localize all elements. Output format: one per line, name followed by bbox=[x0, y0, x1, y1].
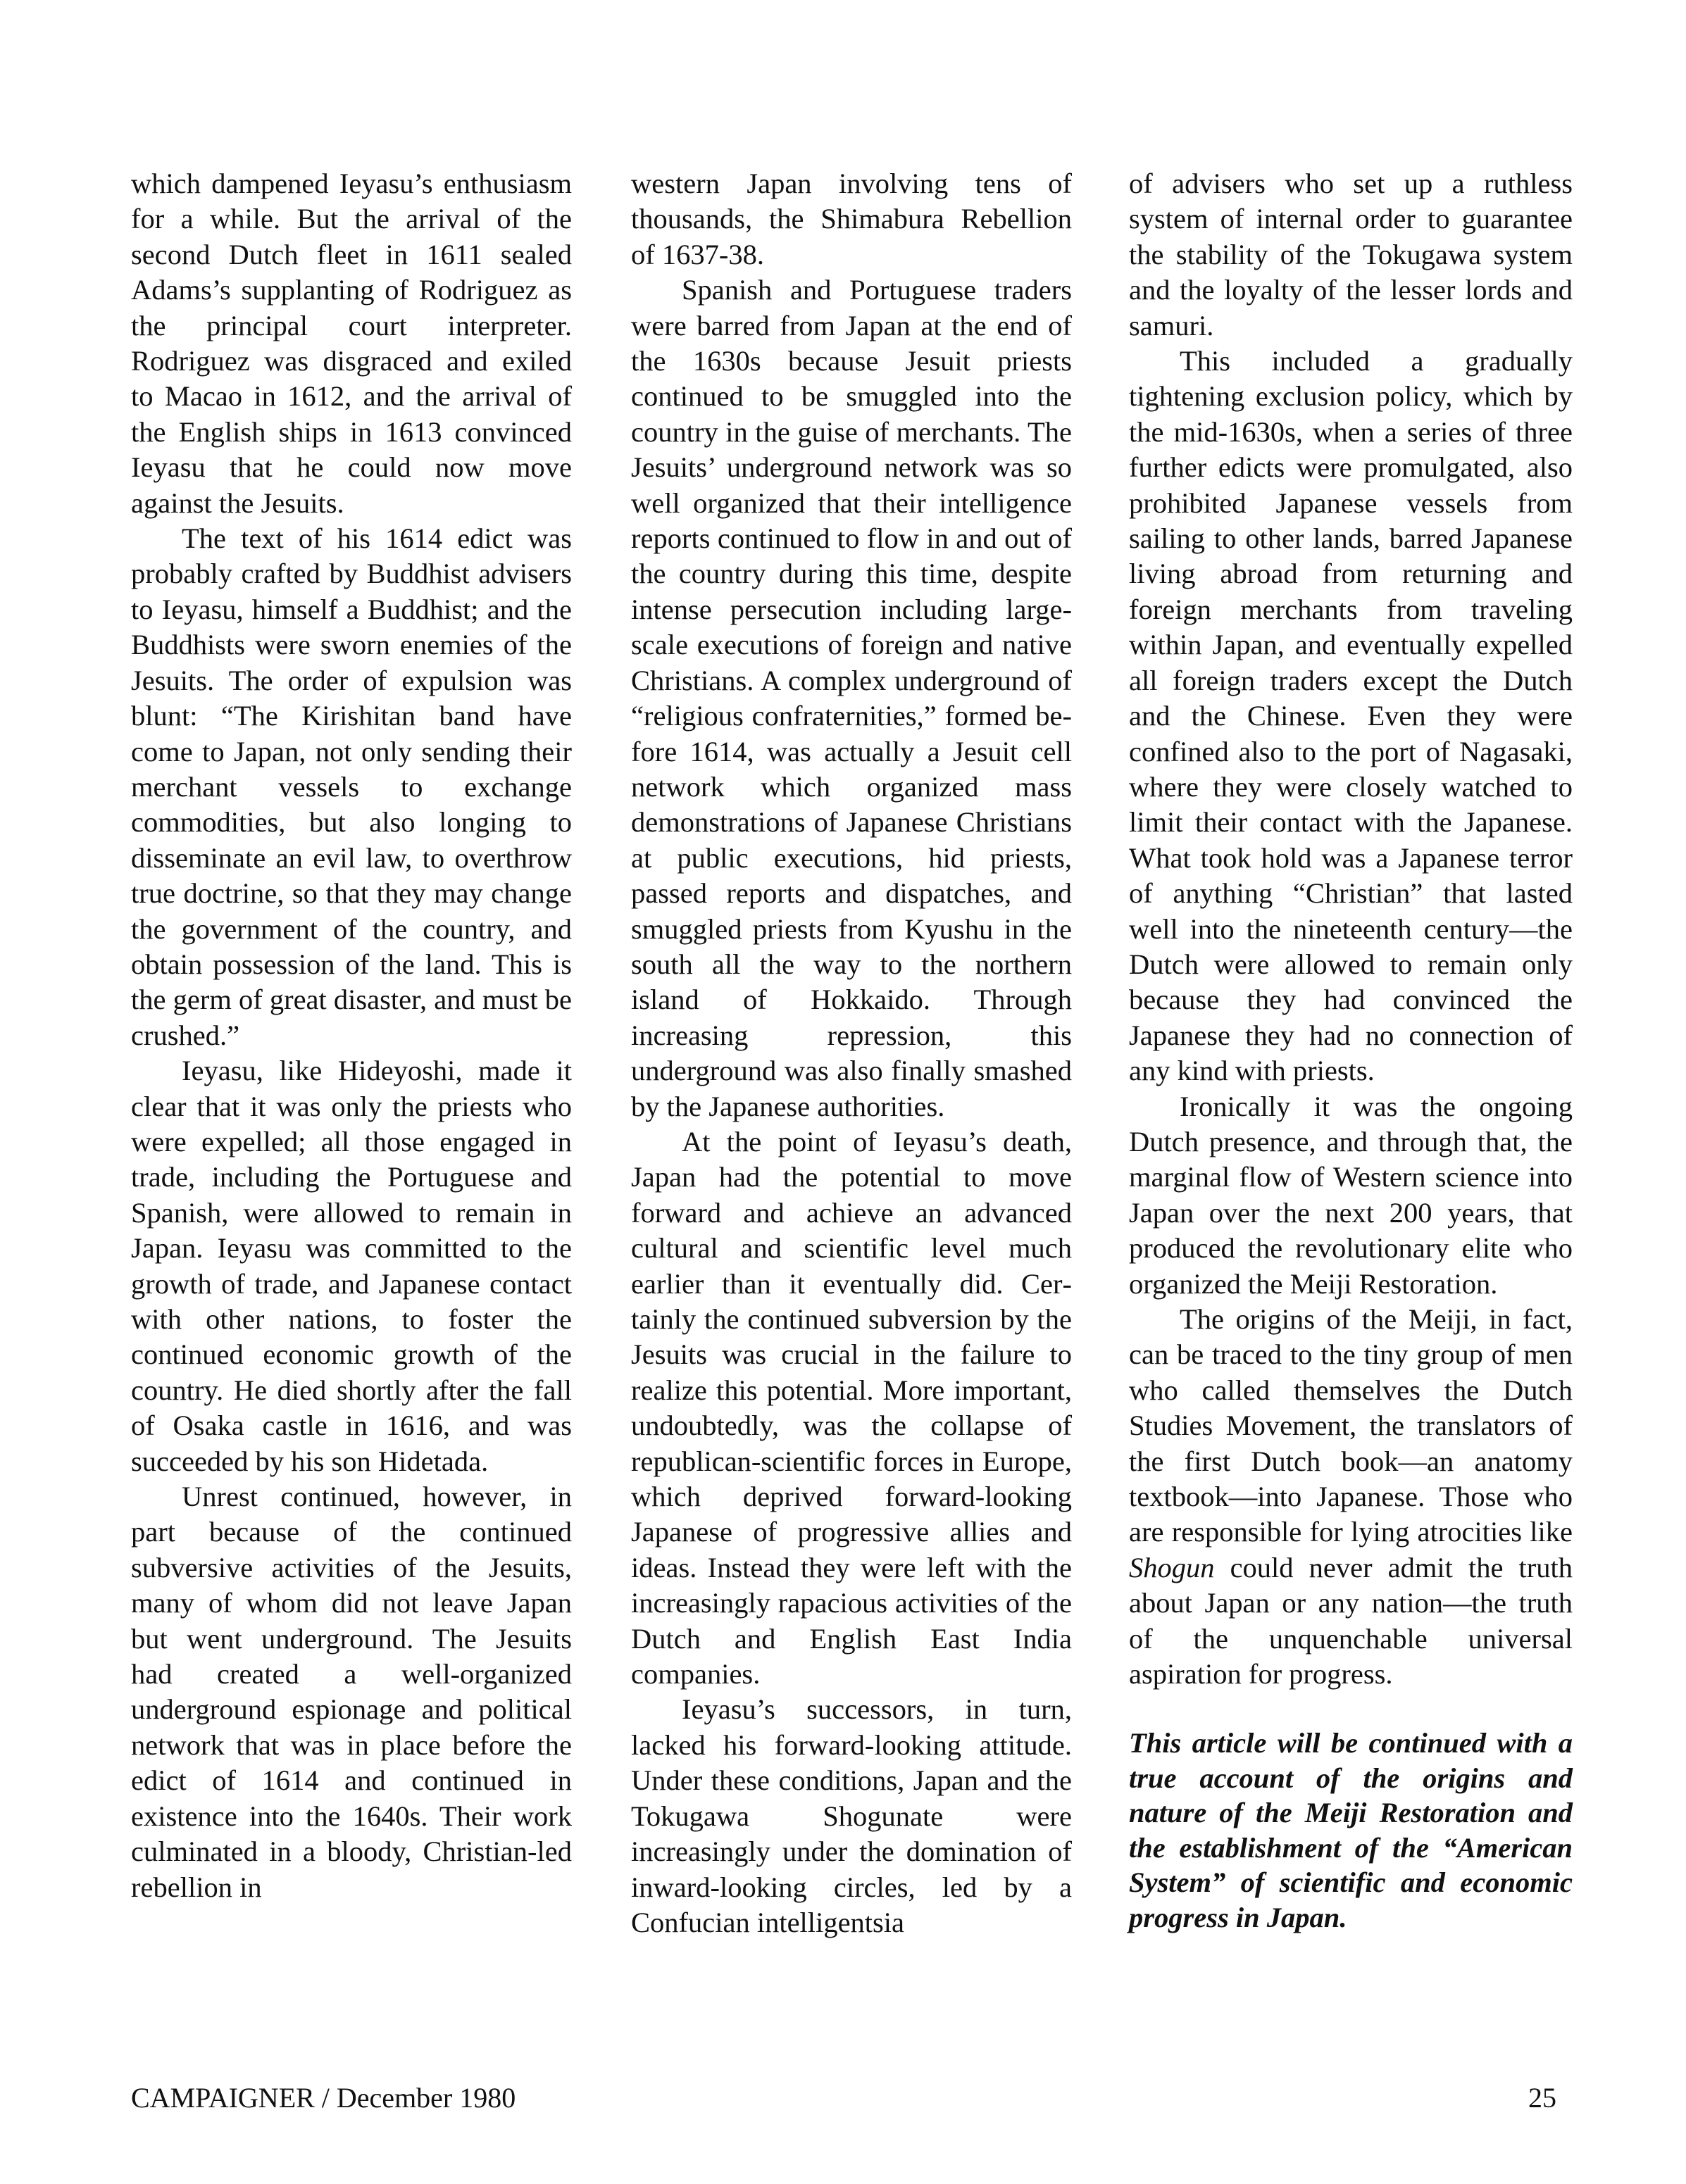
book-title: Shogun bbox=[1129, 1551, 1215, 1583]
paragraph: The origins of the Meiji, in fact, can be traced to the tiny group of men who called themselves the Dutch Studies Movement, the translators of the first Dutch book—an anatomy textbook—into Japanese. Those who are responsible for lying atrocities like Shogun could never admit the truth about Japan or any nation—the truth of the unquenchable universal aspiration for progress. bbox=[1129, 1303, 1573, 1690]
page-number: 25 bbox=[1528, 2082, 1556, 2114]
paragraph: Ieyasu’s successors, in turn, lacked his forward-looking attitude. Under these conditions, Japan and the Tokugawa Shogunate were increasingly under the domination of inward-looking circles, led by a Confucian intelligentsia bbox=[631, 1693, 1072, 1938]
article-column-2 bbox=[631, 166, 1072, 1940]
article-column-1 bbox=[131, 166, 572, 1905]
paragraph: Spanish and Portuguese traders were barred from Japan at the end of the 1630s because Jesuit priests continued to be smuggled into the country in the guise of merchants. The Jesuits’ underground network was so well organized that their intelligence reports continued to flow in and out of the country during this time, despite intense persecution including large-scale executions of foreign and native Christians. A complex underground of “religious confraternities,” formed before 1614, was actually a Jesuit cell network which organized mass demonstrations of Japanese Christians at public executions, hid priests, passed reports and dispatches, and smuggled priests from Kyushu in the south all the way to the northern island of Hokkaido. Through increasing repression, this underground was also finally smashed by the Japanese authorities. bbox=[631, 274, 1072, 1122]
continuation-note: This article will be continued with a true account of the origins and nature of the Meiji Restoration and the establishment of the “American System” of scientific and economic progress in Japan. bbox=[1129, 1727, 1573, 1933]
article-column-3 bbox=[1129, 166, 1573, 1935]
paragraph: of advisers who set up a ruthless system of internal order to guarantee the stability of the Tokugawa system and the loyalty of the lesser lords and samuri. bbox=[1129, 168, 1573, 341]
paragraph: At the point of Ieyasu’s death, Japan had the potential to move forward and achieve an advanced cultural and scientific level much earlier than it eventually did. Certainly the continued subversion by the Jesuits was crucial in the failure to realize this potential. More important, undoubtedly, was the collapse of republican-scientific forces in Europe, which deprived forward-looking Japanese of progressive allies and ideas. Instead they were left with the increasingly rapacious activities of the Dutch and English East India companies. bbox=[631, 1125, 1072, 1690]
paragraph: Ironically it was the ongoing Dutch presence, and through that, the marginal flow of Western science into Japan over the next 200 years, that produced the revolutionary elite who organized the Meiji Restoration. bbox=[1129, 1090, 1573, 1300]
paragraph: The text of his 1614 edict was probably crafted by Buddhist advisers to Ieyasu, himself a Buddhist; and the Buddhists were sworn enemies of the Jesuits. The order of expulsion was blunt: “The Kirishitan band have come to Japan, not only sending their merchant vessels to exchange commodities, but also longing to disseminate an evil law, to overthrow true doctrine, so that they may change the government of the country, and obtain possession of the land. This is the germ of great disaster, and must be crushed.” bbox=[131, 522, 572, 1051]
paragraph: Unrest continued, however, in part because of the continued subversive activities of the Jesuits, many of whom did not leave Japan but went underground. The Jesuits had created a well-organized underground espionage and political network that was in place before the edict of 1614 and continued in existence into the 1640s. Their work culminated in a bloody, Christian-led rebellion in bbox=[131, 1481, 572, 1903]
paragraph: Ieyasu, like Hideyoshi, made it clear that it was only the priests who were expelled; all those engaged in trade, including the Portuguese and Spanish, were allowed to remain in Japan. Ieyasu was committed to the growth of trade, and Japanese contact with other nations, to foster the continued economic growth of the country. He died shortly after the fall of Osaka castle in 1616, and was succeeded by his son Hidetada. bbox=[131, 1055, 572, 1477]
paragraph: which dampened Ieyasu’s enthusiasm for a while. But the arrival of the second Dutch fleet in 1611 sealed Adams’s supplanting of Rodriguez as the principal court interpreter. Rodriguez was disgraced and exiled to Macao in 1612, and the arrival of the English ships in 1613 convinced Ieyasu that he could now move against the Jesuits. bbox=[131, 168, 572, 519]
paragraph: western Japan involving tens of thousands, the Shimabura Rebellion of 1637-38. bbox=[631, 168, 1072, 270]
paragraph: This included a gradually tightening exclusion policy, which by the mid-1630s, when a series of three further edicts were promulgated, also prohibited Japanese vessels from sailing to other lands, barred Japanese living abroad from returning and foreign merchants from traveling within Japan, and eventually expelled all foreign traders except the Dutch and the Chinese. Even they were confined also to the port of Nagasaki, where they were closely watched to limit their contact with the Japanese. What took hold was a Japanese terror of anything “Christian” that lasted well into the nineteenth century—the Dutch were allowed to remain only because they had convinced the Japanese they had no connection of any kind with priests. bbox=[1129, 345, 1573, 1087]
publication-footer: CAMPAIGNER / December 1980 bbox=[131, 2082, 516, 2114]
